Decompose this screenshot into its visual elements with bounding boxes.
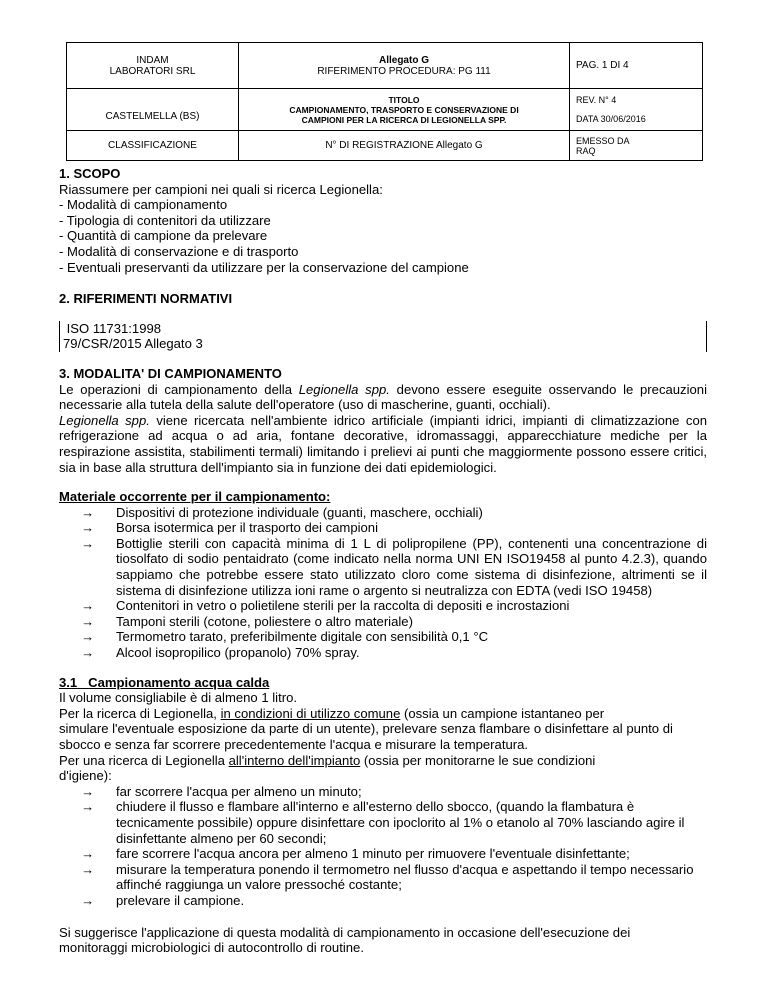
scope-item: - Modalità di conservazione e di trasporto bbox=[59, 243, 299, 259]
materials-list bbox=[59, 505, 707, 661]
list-item: → misurare la temperatura ponendo il termometro nel flusso d'acqua e aspettando il tempo necessario affinché raggiunga un valore pressoché costante; bbox=[81, 861, 694, 893]
hot-water-paragraph-2a: Per la ricerca di Legionella, in condizioni di utilizzo comune (ossia un campione istantaneo per bbox=[59, 705, 605, 721]
arrow-icon: → bbox=[81, 861, 95, 877]
page-number: PAG. 1 DI 4 bbox=[570, 43, 703, 89]
list-item: → prelevare il campione. bbox=[81, 892, 245, 908]
list-item: → Dispositivi di protezione individuale (guanti, maschere, occhiali) bbox=[81, 504, 483, 520]
references-box bbox=[59, 321, 707, 352]
issued-by-2: RAQ bbox=[576, 145, 596, 156]
list-item: → Bottiglie sterili con capacità minima di 1 L di polipropilene (PP), contenenti una concentrazione di tiosolfato di sodio pentaidrato (come indicato nella norma UNI EN ISO19458 al punto 4.2.3), quando sappiamo che potrebbe essere stato utilizzato cloro come sistema di disinfezione, altrimenti se il sistema di disinfezione utilizza ioni rame o argento si neutralizza con EDTA (vedi ISO 19458) bbox=[81, 535, 707, 598]
list-item: → Borsa isotermica per il trasporto dei campioni bbox=[81, 520, 378, 536]
sampling-paragraph-2: Legionella spp. viene ricercata nell'ambiente idrico artificiale (impianti idrici, impianti di climatizzazione con refrigerazione ad acqua o ad aria, fontane decorative, idromassaggi, apparecchiature mediche per la respirazione assistita, stabilimenti termali) limitando i prelievi ai punti che maggiormente possono essere critici, sia in base alla struttura dell'impianto sia in funzione dei dati epidemiologici. bbox=[59, 412, 708, 475]
list-item: → chiudere il flusso e flambare all'interno e all'esterno dello sbocco, (quando la flambatura è tecnicamente possibile) oppure disinfettare con ipoclorito al 1% o etanolo al 70% lasciando agire il disinfettante almeno per 60 secondi; bbox=[81, 799, 685, 846]
hot-water-paragraph-2c: simulare l'eventuale esposizione da parte di un utente), prelevare senza flambare o disinfettare al punto di bbox=[59, 721, 673, 737]
arrow-icon: → bbox=[81, 535, 95, 551]
arrow-icon: → bbox=[81, 613, 95, 629]
issued-by-cell bbox=[570, 131, 703, 161]
issued-by-1: EMESSO DA bbox=[576, 135, 630, 146]
scope-item: - Quantità di campione da prelevare bbox=[59, 228, 268, 244]
arrow-icon: → bbox=[81, 629, 95, 645]
hot-water-note-1: Si suggerisce l'applicazione di questa modalità di campionamento in occasione dell'esecuzione dei bbox=[59, 924, 631, 940]
references-heading: 2. RIFERIMENTI NORMATIVI bbox=[59, 291, 233, 307]
company-name: INDAM bbox=[136, 54, 169, 66]
sampling-paragraph-1: Le operazioni di campionamento della Legionella spp. devono essere eseguite osservando le precauzioni necessarie alla tutela della salute dell'operatore (uso di mascherine, guanti, occhiali). bbox=[59, 381, 707, 413]
hot-water-note-2: monitoraggi microbiologici di autocontrollo di routine. bbox=[59, 940, 364, 956]
list-item: → fare scorrere l'acqua ancora per almeno 1 minuto per rimuovere l'eventuale disinfettante; bbox=[81, 846, 630, 862]
scope-intro: Riassumere per campioni nei quali si ricerca Legionella: bbox=[59, 181, 383, 197]
scope-item: - Modalità di campionamento bbox=[59, 197, 228, 213]
annex-label: Allegato G bbox=[378, 54, 429, 66]
list-item: → Tamponi sterili (cotone, poliestere o altro materiale) bbox=[81, 613, 413, 629]
arrow-icon: → bbox=[81, 846, 95, 862]
arrow-icon: → bbox=[81, 598, 95, 614]
date: DATA 30/06/2016 bbox=[576, 114, 646, 124]
list-item: → Alcool isopropilico (propanolo) 70% spray. bbox=[81, 645, 360, 661]
document-body bbox=[59, 166, 707, 956]
company-name-2: LABORATORI SRL bbox=[109, 65, 196, 77]
arrow-icon: → bbox=[81, 645, 95, 661]
reference-item: 79/CSR/2015 Allegato 3 bbox=[63, 336, 203, 352]
arrow-icon: → bbox=[81, 783, 95, 799]
procedure-ref: RIFERIMENTO PROCEDURA: PG 111 bbox=[317, 65, 491, 77]
hot-water-paragraph-3c: d'igiene): bbox=[59, 768, 112, 784]
list-item: → far scorrere l'acqua per almeno un minuto; bbox=[81, 783, 362, 799]
sampling-heading: 3. MODALITA' DI CAMPIONAMENTO bbox=[59, 365, 282, 381]
title-line-2: CAMPIONI PER LA RICERCA DI LEGIONELLA SPP. bbox=[301, 114, 507, 125]
hot-water-steps bbox=[59, 784, 707, 909]
registration-number: N° DI REGISTRAZIONE Allegato G bbox=[239, 131, 570, 161]
title-cell bbox=[239, 89, 570, 131]
arrow-icon: → bbox=[81, 520, 95, 536]
scope-item: - Tipologia di contenitori da utilizzare bbox=[59, 212, 271, 228]
title-line-1: CAMPIONAMENTO, TRASPORTO E CONSERVAZIONE DI bbox=[289, 104, 519, 115]
location: CASTELMELLA (BS) bbox=[105, 111, 200, 122]
arrow-icon: → bbox=[81, 799, 95, 815]
location-cell bbox=[67, 89, 239, 131]
hot-water-heading: 3.1 Campionamento acqua calda bbox=[59, 674, 270, 690]
company-cell bbox=[67, 43, 239, 89]
scope-heading: 1. SCOPO bbox=[59, 166, 121, 181]
hot-water-paragraph-3a: Per una ricerca di Legionella all'interno dell'impianto (ossia per monitorarne le sue condizioni bbox=[59, 752, 596, 768]
title-label: TITOLO bbox=[388, 94, 420, 105]
list-item: → Termometro tarato, preferibilmente digitale con sensibilità 0,1 °C bbox=[81, 629, 489, 645]
revision: REV. N° 4 bbox=[576, 95, 617, 105]
document-header-table bbox=[66, 42, 703, 161]
arrow-icon: → bbox=[81, 504, 95, 520]
hot-water-volume: Il volume consigliabile è di almeno 1 litro. bbox=[59, 690, 297, 706]
scope-item: - Eventuali preservanti da utilizzare per la conservazione del campione bbox=[59, 259, 469, 275]
hot-water-paragraph-2d: sbocco e senza far scorrere precedentemente l'acqua e misurare la temperatura. bbox=[59, 737, 529, 752]
classification-label: CLASSIFICAZIONE bbox=[67, 131, 239, 161]
reference-item: ISO 11731:1998 bbox=[63, 320, 162, 336]
materials-heading: Materiale occorrente per il campionamento: bbox=[59, 489, 331, 505]
list-item: → Contenitori in vetro o polietilene sterili per la raccolta di depositi e incrostazioni bbox=[81, 598, 570, 614]
arrow-icon: → bbox=[81, 892, 95, 908]
annex-cell bbox=[239, 43, 570, 89]
revision-date-cell bbox=[570, 89, 703, 131]
